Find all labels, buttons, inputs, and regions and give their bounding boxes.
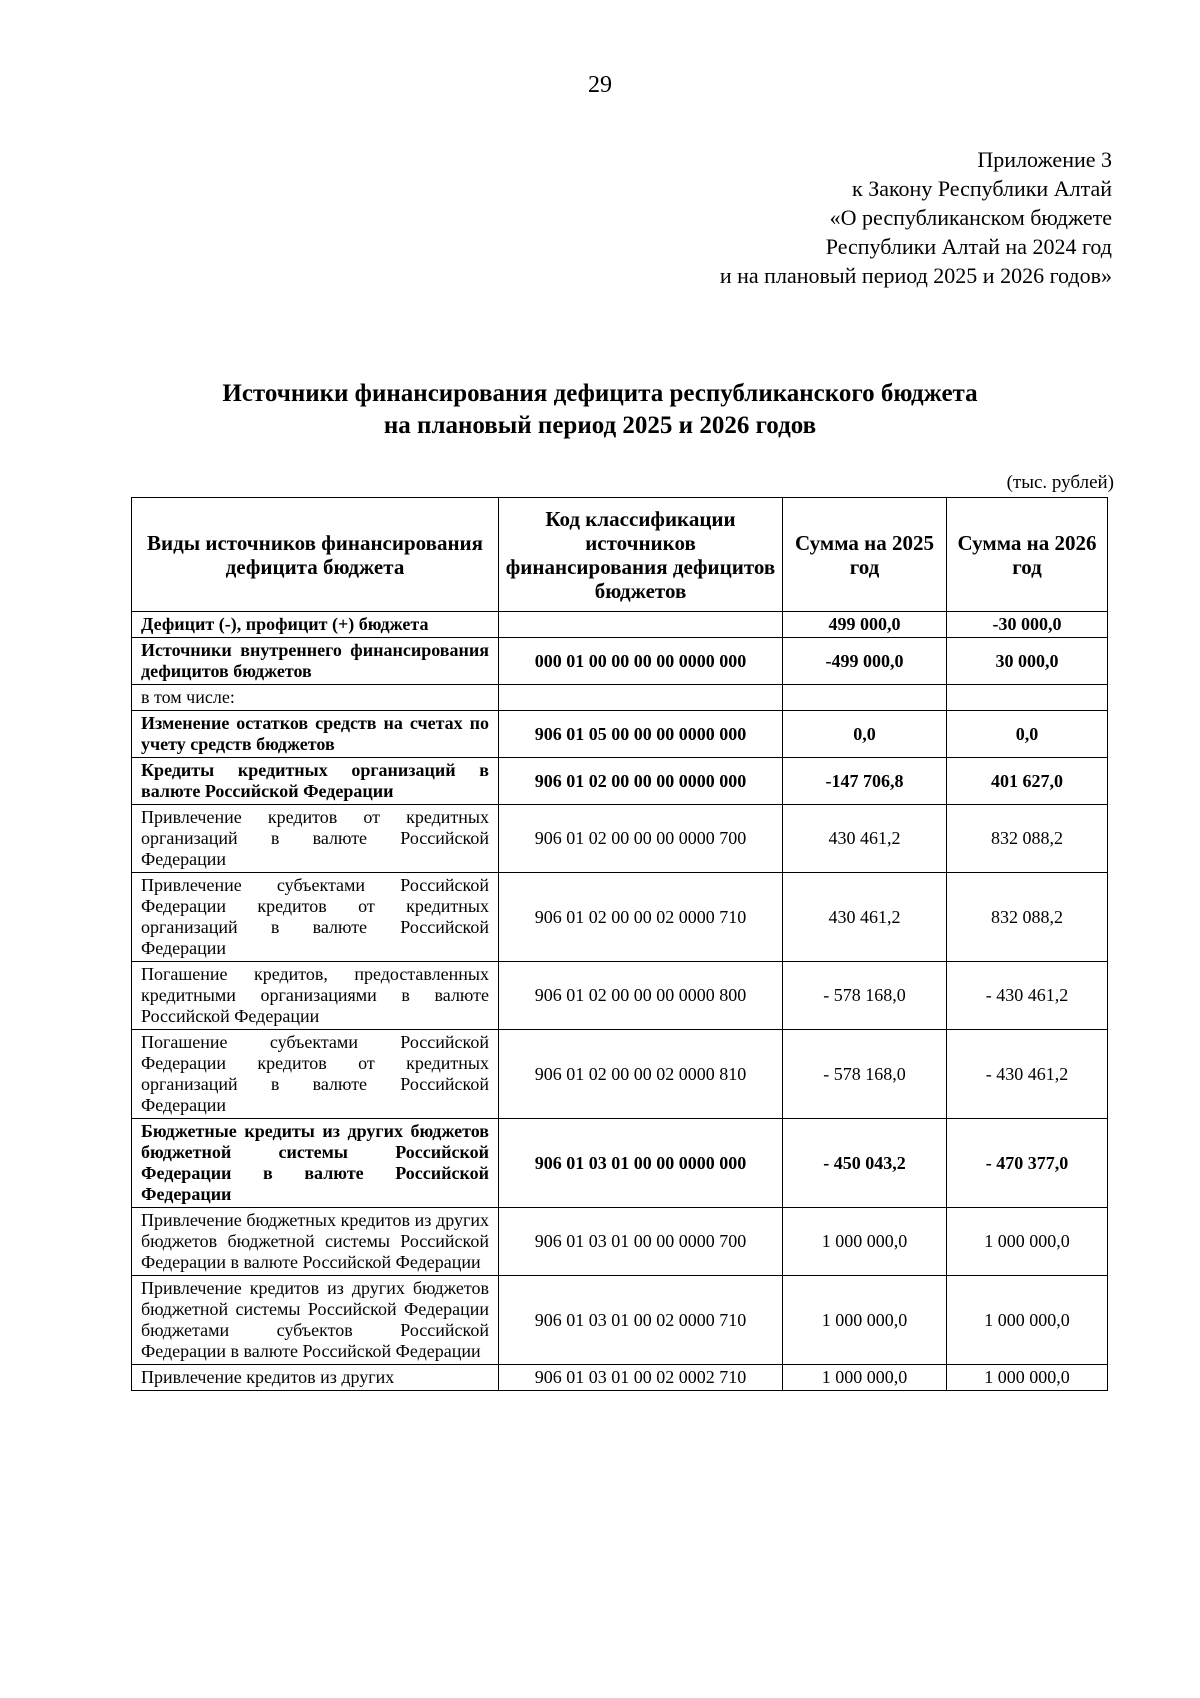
cell-source-name: Изменение остатков средств на счетах по учету средств бюджетов — [132, 711, 499, 758]
cell-classification-code: 906 01 05 00 00 00 0000 000 — [499, 711, 783, 758]
cell-source-name: Кредиты кредитных организаций в валюте Российской Федерации — [132, 758, 499, 805]
cell-sum-2025: - 450 043,2 — [783, 1119, 947, 1208]
cell-source-name: Привлечение кредитов из других — [132, 1365, 499, 1391]
cell-sum-2025: 1 000 000,0 — [783, 1208, 947, 1276]
table-row — [132, 1276, 1108, 1365]
table-row — [132, 1365, 1108, 1391]
table-row — [132, 638, 1108, 685]
cell-sum-2025: 0,0 — [783, 711, 947, 758]
budget-sources-table — [131, 497, 1108, 1391]
cell-sum-2026: 832 088,2 — [947, 805, 1108, 873]
appendix-line: «О республиканском бюджете — [829, 205, 1112, 230]
table-row — [132, 1119, 1108, 1208]
cell-sum-2026: 401 627,0 — [947, 758, 1108, 805]
header-classification-code: Код классификации источников финансирования дефицитов бюджетов — [499, 498, 783, 612]
appendix-header — [412, 145, 1112, 290]
header-sum-2025: Сумма на 2025 год — [783, 498, 947, 612]
cell-classification-code: 906 01 02 00 00 02 0000 810 — [499, 1030, 783, 1119]
cell-classification-code: 906 01 02 00 00 02 0000 710 — [499, 873, 783, 962]
table-row — [132, 873, 1108, 962]
header-sum-2026: Сумма на 2026 год — [947, 498, 1108, 612]
cell-source-name: Погашение кредитов, предоставленных кредитными организациями в валюте Российской Федерации — [132, 962, 499, 1030]
cell-classification-code: 906 01 02 00 00 00 0000 000 — [499, 758, 783, 805]
table-row — [132, 612, 1108, 638]
cell-classification-code — [499, 612, 783, 638]
cell-classification-code: 906 01 03 01 00 02 0002 710 — [499, 1365, 783, 1391]
page-number: 29 — [588, 72, 612, 98]
cell-sum-2026 — [947, 685, 1108, 711]
appendix-line: и на плановый период 2025 и 2026 годов» — [719, 263, 1112, 288]
cell-sum-2025: 1 000 000,0 — [783, 1365, 947, 1391]
table-body — [132, 612, 1108, 1391]
cell-source-name: в том числе: — [132, 685, 499, 711]
cell-sum-2025: 430 461,2 — [783, 805, 947, 873]
cell-source-name: Дефицит (-), профицит (+) бюджета — [132, 612, 499, 638]
cell-classification-code: 906 01 02 00 00 00 0000 800 — [499, 962, 783, 1030]
cell-sum-2026: 832 088,2 — [947, 873, 1108, 962]
cell-sum-2025: - 578 168,0 — [783, 962, 947, 1030]
cell-sum-2026: -30 000,0 — [947, 612, 1108, 638]
cell-sum-2025: -499 000,0 — [783, 638, 947, 685]
cell-sum-2025: -147 706,8 — [783, 758, 947, 805]
cell-sum-2025: 430 461,2 — [783, 873, 947, 962]
cell-classification-code: 906 01 02 00 00 00 0000 700 — [499, 805, 783, 873]
cell-sum-2026: 1 000 000,0 — [947, 1365, 1108, 1391]
cell-sum-2026: 1 000 000,0 — [947, 1208, 1108, 1276]
cell-classification-code: 906 01 03 01 00 00 0000 700 — [499, 1208, 783, 1276]
title-line: Источники финансирования дефицита республиканского бюджета — [222, 380, 978, 407]
cell-sum-2026: - 470 377,0 — [947, 1119, 1108, 1208]
header-source-type: Виды источников финансирования дефицита бюджета — [132, 498, 499, 612]
cell-source-name: Привлечение бюджетных кредитов из других бюджетов бюджетной системы Российской Федерации в валюте Российской Федерации — [132, 1208, 499, 1276]
cell-sum-2025: 499 000,0 — [783, 612, 947, 638]
table-row — [132, 805, 1108, 873]
table-row — [132, 1030, 1108, 1119]
appendix-line: к Закону Республики Алтай — [852, 176, 1112, 201]
cell-sum-2026: 1 000 000,0 — [947, 1276, 1108, 1365]
cell-source-name: Источники внутреннего финансирования дефицитов бюджетов — [132, 638, 499, 685]
units-label: (тыс. рублей) — [1006, 472, 1114, 493]
cell-sum-2026: - 430 461,2 — [947, 1030, 1108, 1119]
cell-classification-code — [499, 685, 783, 711]
cell-sum-2026: 0,0 — [947, 711, 1108, 758]
cell-source-name: Привлечение субъектами Российской Федерации кредитов от кредитных организаций в валюте Российской Федерации — [132, 873, 499, 962]
table-row — [132, 1208, 1108, 1276]
cell-source-name: Погашение субъектами Российской Федерации кредитов от кредитных организаций в валюте Российской Федерации — [132, 1030, 499, 1119]
appendix-line: Приложение 3 — [977, 147, 1112, 172]
cell-sum-2025 — [783, 685, 947, 711]
table-row — [132, 758, 1108, 805]
document-title — [0, 378, 1200, 442]
title-line: на плановый период 2025 и 2026 годов — [383, 412, 817, 439]
cell-sum-2026: - 430 461,2 — [947, 962, 1108, 1030]
cell-sum-2025: - 578 168,0 — [783, 1030, 947, 1119]
appendix-line: Республики Алтай на 2024 год — [825, 234, 1112, 259]
cell-classification-code: 000 01 00 00 00 00 0000 000 — [499, 638, 783, 685]
cell-sum-2025: 1 000 000,0 — [783, 1276, 947, 1365]
cell-source-name: Бюджетные кредиты из других бюджетов бюджетной системы Российской Федерации в валюте Российской Федерации — [132, 1119, 499, 1208]
cell-source-name: Привлечение кредитов от кредитных организаций в валюте Российской Федерации — [132, 805, 499, 873]
cell-classification-code: 906 01 03 01 00 00 0000 000 — [499, 1119, 783, 1208]
cell-classification-code: 906 01 03 01 00 02 0000 710 — [499, 1276, 783, 1365]
cell-source-name: Привлечение кредитов из других бюджетов бюджетной системы Российской Федерации бюджетами субъектов Российской Федерации в валюте Российской Федерации — [132, 1276, 499, 1365]
table-row — [132, 711, 1108, 758]
cell-sum-2026: 30 000,0 — [947, 638, 1108, 685]
table-row — [132, 962, 1108, 1030]
table-row — [132, 685, 1108, 711]
